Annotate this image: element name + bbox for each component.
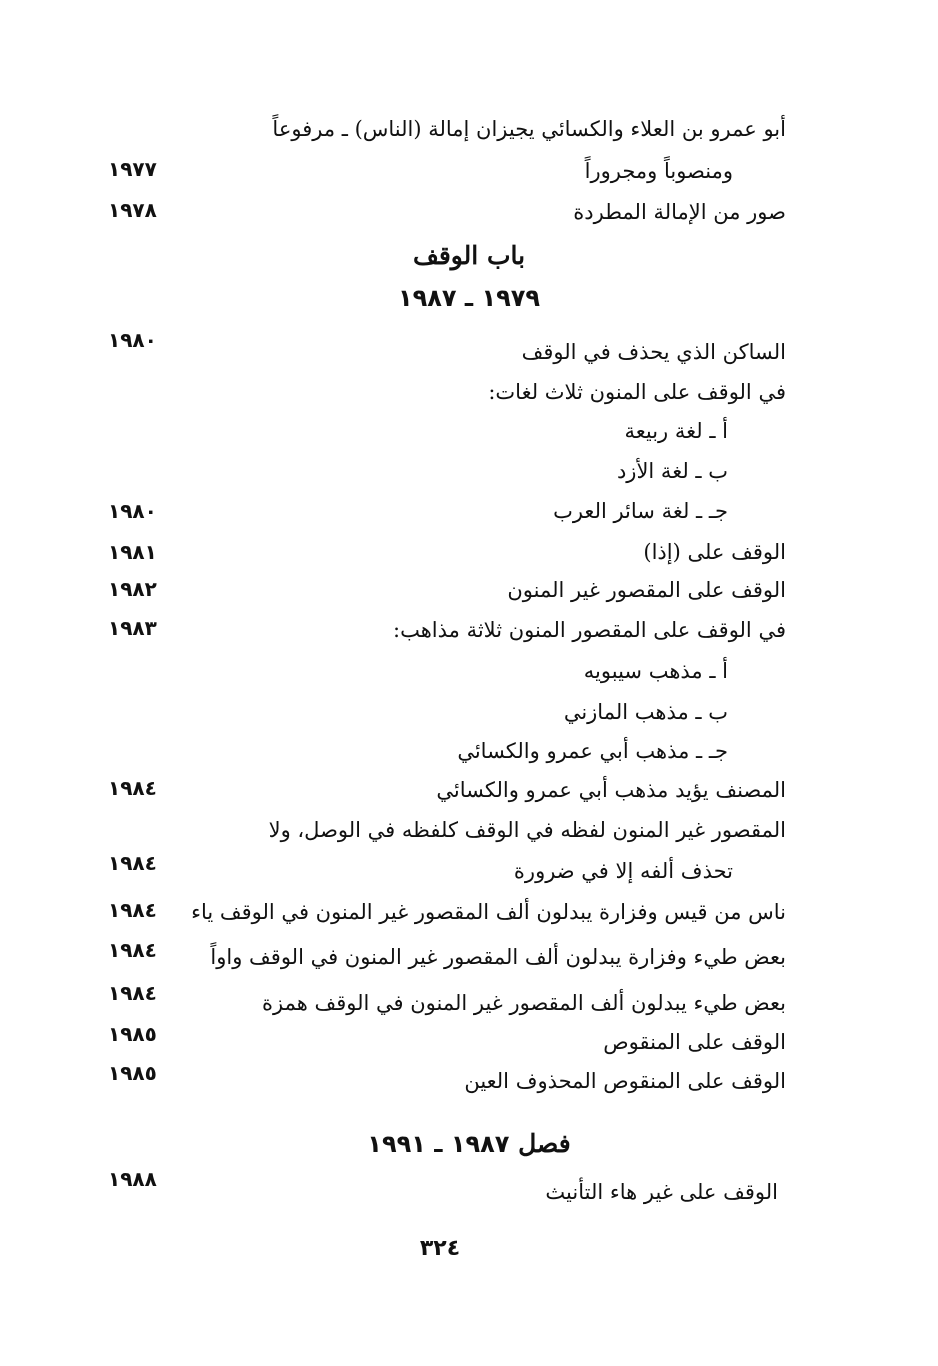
entry-text: ب ـ لغة الأزد: [616, 459, 728, 483]
entry-text: في الوقف على المنون ثلاث لغات:: [488, 380, 786, 404]
entry-text: في الوقف على المقصور المنون ثلاثة مذاهب:: [393, 618, 786, 642]
entry-text: بعض طيء يبدلون ألف المقصور غير المنون في الوقف همزة: [261, 991, 786, 1015]
entry-page: ١٩٨٢: [108, 577, 157, 601]
entry-text: ناس من قيس وفزارة يبدلون ألف المقصور غير المنون في الوقف ياء: [191, 900, 786, 924]
entry-text: الوقف على المقصور غير المنون: [507, 578, 786, 602]
entry-text: أبو عمرو بن العلاء والكسائي يجيزان إمالة (الناس) ـ مرفوعاً: [272, 117, 786, 141]
entry-text: الوقف على المنقوص: [603, 1030, 786, 1054]
entry-text: ومنصوباً ومجروراً: [584, 159, 733, 183]
entry-page: ١٩٨٥: [108, 1022, 157, 1046]
section-title: فصل: [518, 1129, 571, 1158]
entry-page: ١٩٨٤: [108, 981, 157, 1005]
entry-text: ب ـ مذهب المازني: [563, 700, 728, 724]
entry-text: أ ـ مذهب سيبويه: [583, 659, 728, 683]
entry-text: الوقف على (إذا): [643, 540, 786, 564]
entry-page: ١٩٨٤: [108, 851, 157, 875]
entry-text: جـ ـ مذهب أبي عمرو والكسائي: [457, 739, 728, 763]
entry-page: ١٩٨٤: [108, 898, 157, 922]
section-range: ١٩٨٧ ـ ١٩٩١: [367, 1130, 510, 1158]
entry-page: ١٩٧٧: [108, 157, 157, 181]
entry-page: ١٩٨٣: [108, 616, 157, 640]
entry-page: ١٩٨٠: [108, 499, 157, 523]
entry-page: ١٩٨٠: [108, 328, 157, 352]
entry-text: صور من الإمالة المطردة: [573, 200, 786, 224]
entry-page: ١٩٨١: [108, 540, 157, 564]
page-number: ٣٢٤: [419, 1236, 461, 1261]
section-range: ١٩٧٩ ـ ١٩٨٧: [397, 284, 541, 312]
entry-page: ١٩٧٨: [108, 198, 157, 222]
entry-page: ١٩٨٤: [108, 776, 157, 800]
entry-text: الساكن الذي يحذف في الوقف: [521, 340, 786, 364]
entry-text: المصنف يؤيد مذهب أبي عمرو والكسائي: [436, 778, 786, 802]
entry-page: ١٩٨٤: [108, 938, 157, 962]
entry-page: ١٩٨٥: [108, 1061, 157, 1085]
entry-text: أ ـ لغة ربيعة: [624, 419, 728, 443]
entry-text: الوقف على غير هاء التأنيث: [545, 1180, 778, 1204]
entry-text: جـ ـ لغة سائر العرب: [553, 499, 728, 523]
entry-text: بعض طيء وفزارة يبدلون ألف المقصور غير المنون في الوقف واواً: [210, 945, 786, 969]
entry-text: تحذف ألفه إلا في ضرورة: [513, 859, 733, 883]
entry-text: الوقف على المنقوص المحذوف العين: [464, 1069, 786, 1093]
section-title: باب الوقف: [412, 241, 526, 270]
entry-text: المقصور غير المنون لفظه في الوقف كلفظه في الوصل، ولا: [268, 818, 786, 842]
entry-page: ١٩٨٨: [108, 1167, 157, 1191]
section-heading: [0, 1126, 938, 1162]
